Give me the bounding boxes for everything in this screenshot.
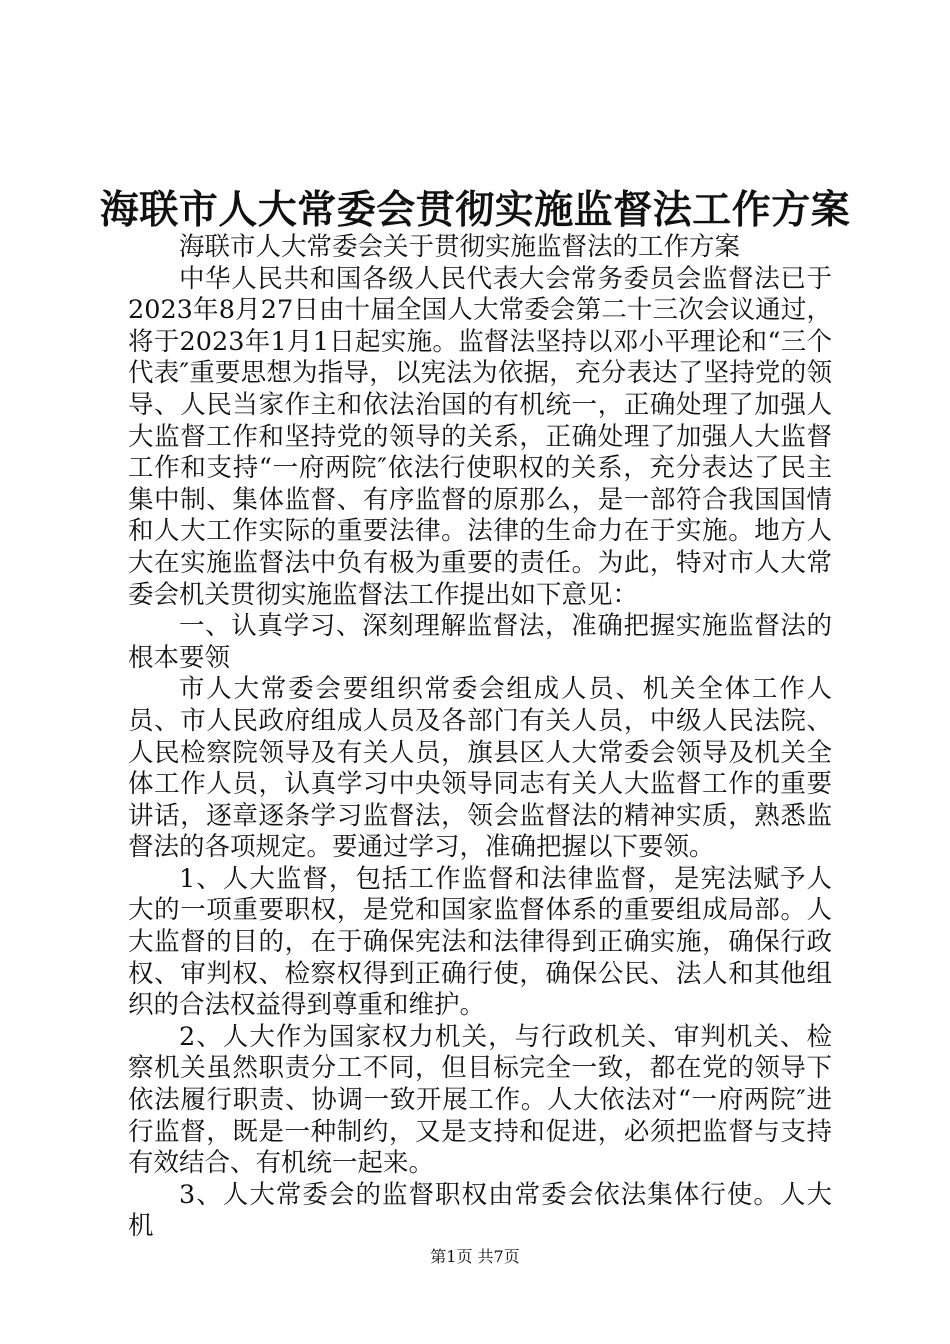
subtitle-paragraph: 海联市人大常委会关于贯彻实施监督法的工作方案 bbox=[179, 232, 741, 262]
intro-paragraph: 中华人民共和国各级人民代表大会常务委员会监督法已于2023年8月27日由十届全国人大常委会第二十三次会议通过，将于2023年1月1日起实施。监督法坚持以邓小平理论和“三个代表″重要思想为指导，以宪法为依据，充分表达了坚持党的领导、人民当家作主和依法治国的有机统一，正确处理了加强人大监督工作和坚持党的领导的关系，正确处理了加强人大监督工作和支持“一府两院″依法行使职权的关系，充分表达了民主集中制、集体监督、有序监督的原那么，是一部符合我国国情和人大工作实际的重要法律。法律的生命力在于实施。地方人大在实施监督法中负有极为重要的责任。为此，特对市人大常委会机关贯彻实施监督法工作提出如下意见： bbox=[128, 263, 832, 610]
document-title: 海联市人大常委会贯彻实施监督法工作方案 bbox=[99, 187, 851, 233]
section-heading: 一、认真学习、深刻理解监督法，准确把握实施监督法的根本要领 bbox=[128, 611, 832, 673]
body-paragraph: 3、人大常委会的监督职权由常委会依法集体行使。人大机 bbox=[128, 1179, 832, 1242]
body-paragraph: 1、人大监督，包括工作监督和法律监督，是宪法赋予人大的一项重要职权，是党和国家监督体系的重要组成局部。人大监督的目的，在于确保宪法和法律得到正确实施，确保行政权、审判权、检察权得到正确行使，确保公民、法人和其他组织的合法权益得到尊重和维护。 bbox=[128, 863, 832, 1021]
body-paragraph: 2、人大作为国家权力机关，与行政机关、审判机关、检察机关虽然职责分工不同，但目标完全一致，都在党的领导下依法履行职责、协调一致开展工作。人大依法对“一府两院″进行监督，既是一种制约，又是支持和促进，必须把监督与支持有效结合、有机统一起来。 bbox=[128, 1021, 832, 1179]
page-footer: 第1页 共7页 bbox=[430, 1247, 520, 1266]
document-body bbox=[128, 232, 832, 1243]
body-paragraph: 市人大常委会要组织常委会组成人员、机关全体工作人员、市人民政府组成人员及各部门有关人员，中级人民法院、人民检察院领导及有关人员，旗县区人大常委会领导及机关全体工作人员，认真学习中央领导同志有关人大监督工作的重要讲话，逐章逐条学习监督法，领会监督法的精神实质，熟悉监督法的各项规定。要通过学习，准确把握以下要领。 bbox=[128, 674, 832, 863]
